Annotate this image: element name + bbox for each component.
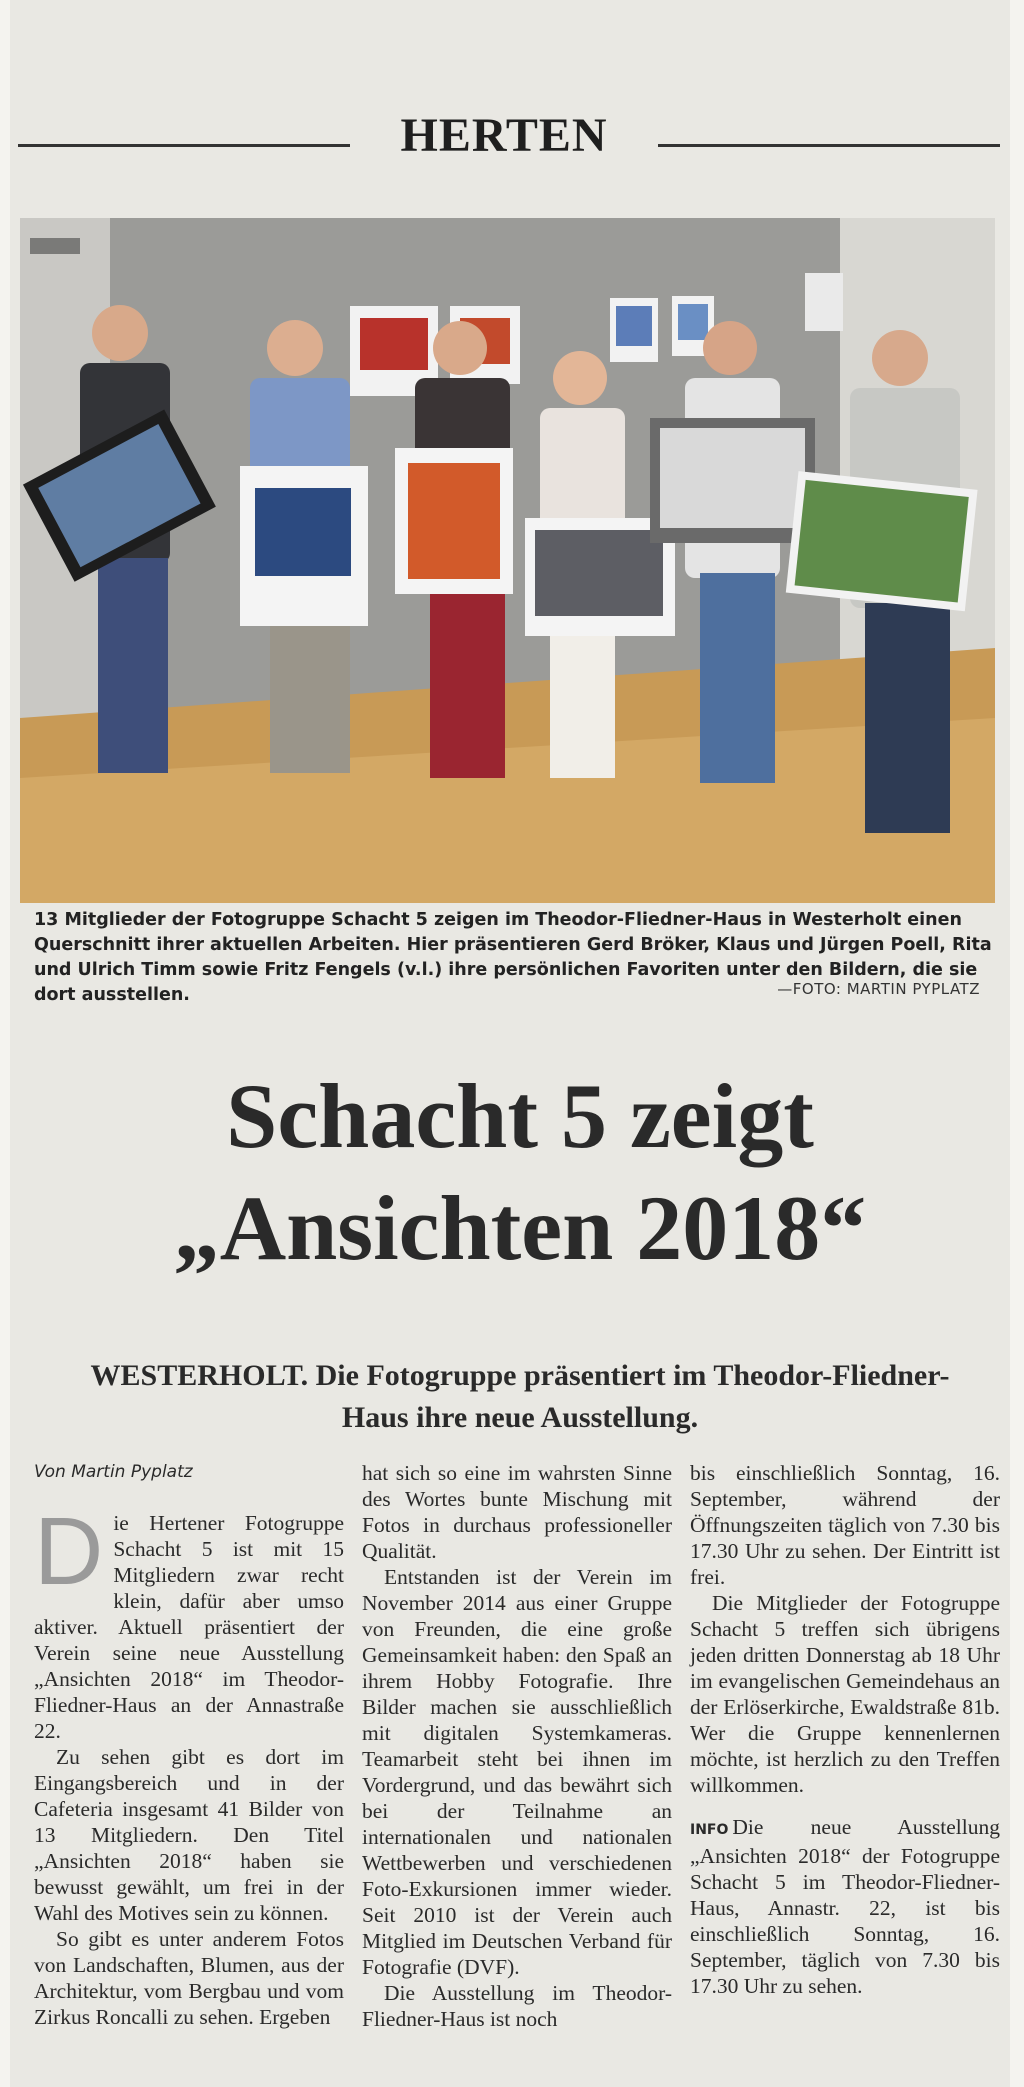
article-subhead: WESTERHOLT. Die Fotogruppe präsentiert im Theodor-Fliedner-Haus ihre neue Ausstellung.: [90, 1359, 950, 1434]
article-column-1: [34, 1498, 344, 2030]
paragraph: hat sich so eine im wahrsten Sinne des Wortes bunte Mischung mit Fotos in durchaus professioneller Qualität.: [362, 1461, 672, 1563]
info-label: INFO: [690, 1822, 729, 1838]
article-column-3: [690, 1460, 1000, 1999]
paragraph: Zu sehen gibt es dort im Eingangsbereich und in der Cafeteria insgesamt 41 Bilder von 13 Mitgliedern. Den Titel „Ansichten 2018“ haben sie bewusst gewählt, um frei in der Wahl des Motives sein zu können.: [34, 1745, 344, 1925]
paragraph: bis einschließlich Sonntag, 16. September, während der Öffnungszeiten täglich von 7.30 bis 17.30 Uhr zu sehen. Der Eintritt ist frei.: [690, 1461, 1000, 1589]
info-box: [690, 1814, 1000, 1999]
newspaper-clipping: [10, 0, 1010, 2087]
paragraph: Entstanden ist der Verein im November 2014 aus einer Gruppe von Freunden, die eine große Gemeinsamkeit haben: den Spaß an ihrem Hobby Fotografie. Ihre Bilder machen sie ausschließlich mit digitalen Systemkameras. Teamarbeit steht bei ihnen im Vordergrund, und das bewährt sich bei der Teilnahme an internationalen und nationalen Wettbewerben und verschiedenen Foto-Exkursionen immer wieder. Seit 2010 ist der Verein auch Mitglied im Deutschen Verband für Fotografie (DVF).: [362, 1565, 672, 1979]
paragraph: Die Mitglieder der Fotogruppe Schacht 5 treffen sich übrigens jeden dritten Donnerstag ab 18 Uhr im evangelischen Gemeindehaus an der Erlöserkirche, Ewaldstraße 81b. Wer die Gruppe kennenlernen möchte, ist herzlich zu den Treffen willkommen.: [690, 1591, 1000, 1797]
header-rule-left: [18, 144, 350, 147]
paragraph: [34, 1498, 344, 1744]
group-photo: [20, 218, 995, 903]
paragraph-text: ie Hertener Fotogruppe Schacht 5 ist mit 15 Mitgliedern zwar recht klein, dafür aber umso aktiver. Aktuell präsentiert der Verein seine neue Ausstellung „Ansichten 2018“ im Theodor-Fliedner-Haus an der Annastraße 22.: [34, 1511, 344, 1743]
info-text: Die neue Ausstellung „Ansichten 2018“ der Fotogruppe Schacht 5 im Theodor-Fliedner-Haus, Annastr. 22, ist bis einschließlich Sonntag, 16. September, täglich von 7.30 bis 17.30 Uhr zu sehen.: [690, 1815, 1000, 1998]
paragraph: Die Ausstellung im Theodor-Fliedner-Haus ist noch: [362, 1981, 672, 2031]
headline-line-1: Schacht 5 zeigt: [226, 1065, 814, 1167]
section-header: [10, 108, 1010, 168]
paragraph: So gibt es unter anderem Fotos von Landschaften, Blumen, aus der Architektur, vom Bergbau und vom Zirkus Roncalli zu sehen. Ergeben: [34, 1927, 344, 2029]
byline: Von Martin Pyplatz: [34, 1462, 193, 1482]
article-column-2: [362, 1460, 672, 2032]
header-rule-right: [658, 144, 1000, 147]
photo-caption: 13 Mitglieder der Fotogruppe Schacht 5 zeigen im Theodor-Fliedner-Haus in Westerholt einen Querschnitt ihrer aktuellen Arbeiten. Hier präsentieren Gerd Bröker, Klaus und Jürgen Poell, Rita und Ulrich Timm sowie Fritz Fengels (v.l.) ihre persönlichen Favoriten unter den Bildern, die sie dort ausstellen.: [34, 910, 992, 1005]
drop-cap: D: [34, 1498, 104, 1605]
photo-credit: —FOTO: MARTIN PYPLATZ: [777, 980, 980, 998]
headline-line-2: „Ansichten 2018“: [173, 1177, 867, 1279]
article-headline: [50, 1060, 990, 1284]
section-label: HERTEN: [400, 109, 608, 162]
